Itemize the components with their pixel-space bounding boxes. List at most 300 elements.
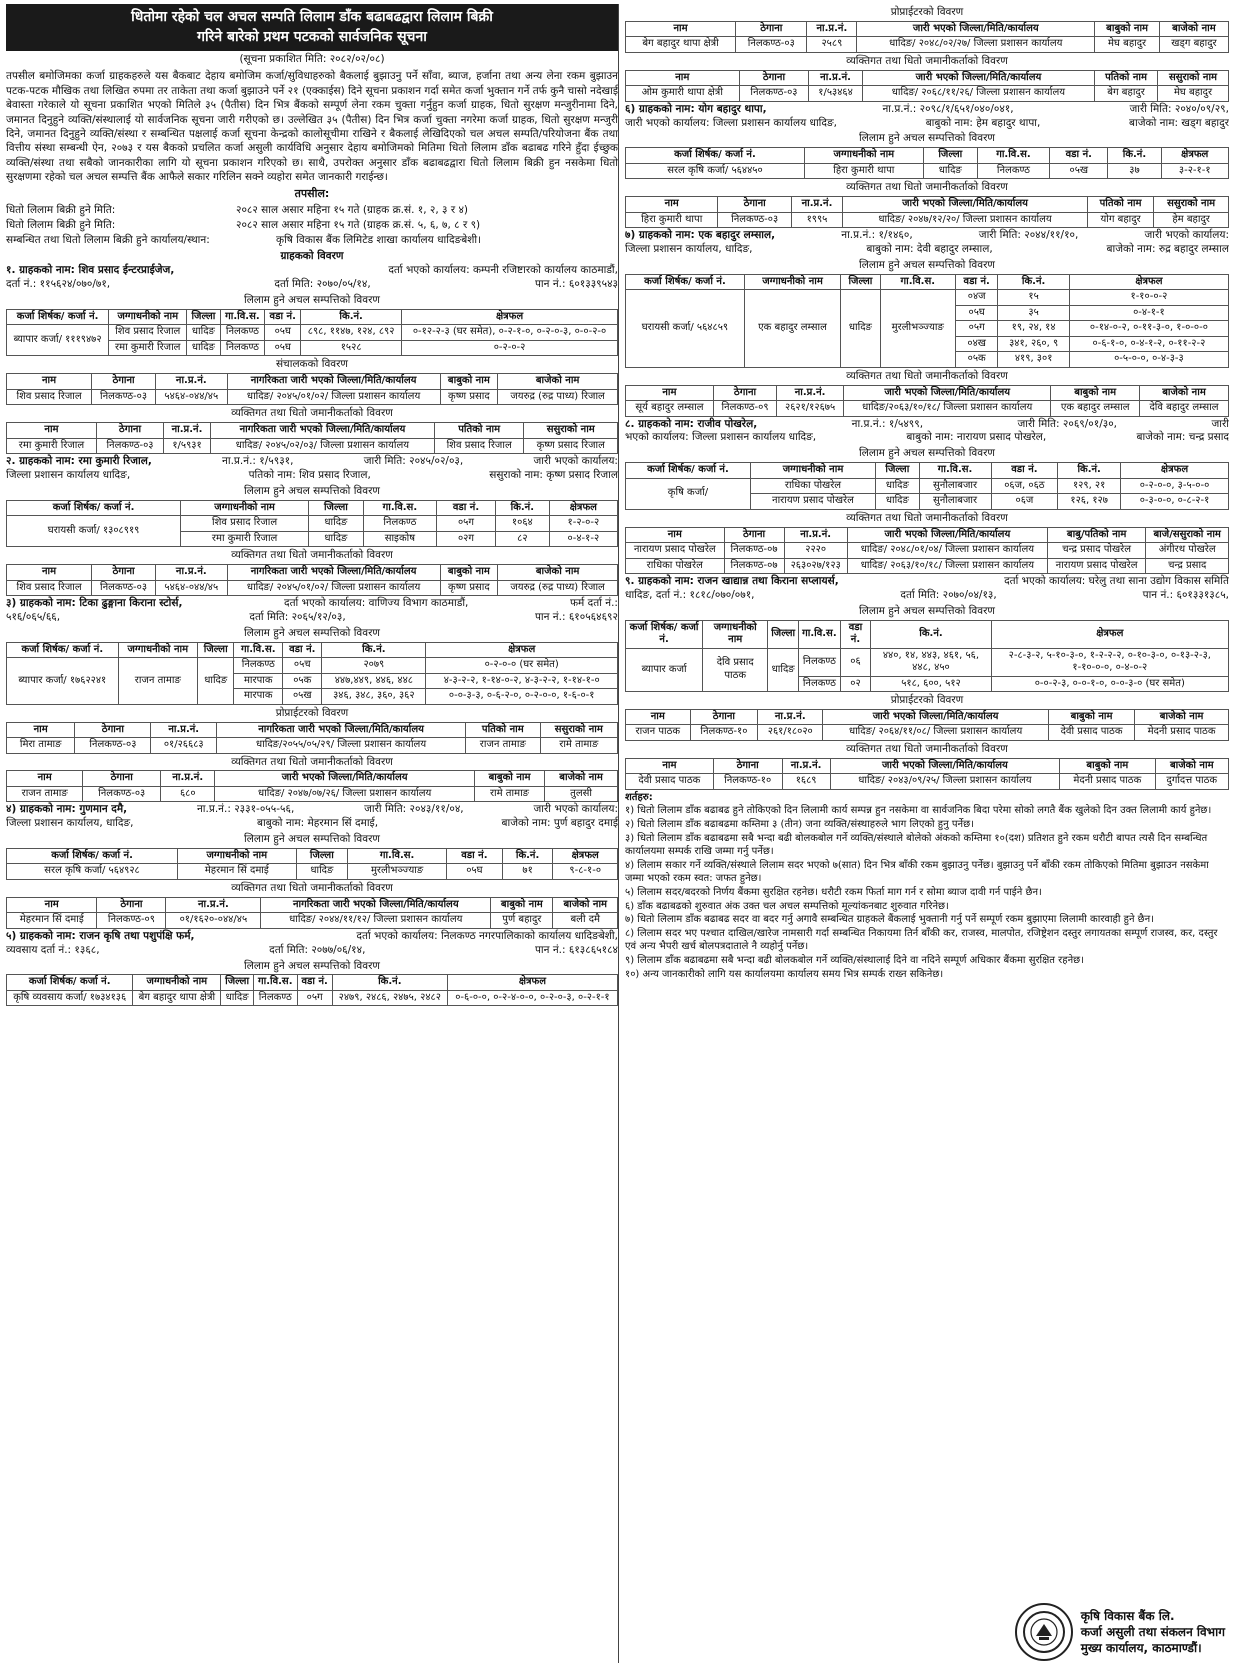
customer-9-regdate: दर्ता मिति: २०७०/०४/१३, [900, 588, 997, 601]
cell: ३५ [998, 305, 1069, 321]
customer-3 [6, 597, 618, 802]
cell: ०५ग [437, 516, 496, 532]
col-header: जारी भएको जिल्ला/मिति/कार्यालय [844, 385, 1051, 401]
cell: १-२-०-२ [549, 516, 617, 532]
customer-7-issue-date: जारी मिति: २०४४/११/१०, [978, 229, 1079, 242]
col-header: ना.प्र.नं. [782, 758, 830, 774]
col-header: जग्गाधनीको नाम [703, 620, 768, 648]
customer-8-office: भएको कार्यालय: जिल्ला प्रशासन कार्यालय धादिङ, [625, 431, 817, 444]
cell: ०२ [840, 676, 871, 692]
cell: धादिङ/ २०४७/०७/२६/ जिल्ला प्रशासन कार्यालय [215, 786, 474, 802]
col-header: जारी भएको जिल्ला/मिति/कार्यालय [823, 709, 1049, 725]
customer-6-issue-date: जारी मिति: २०४०/०९/२९, [1129, 102, 1229, 115]
col-header: कर्जा शिर्षक/ कर्जा नं. [7, 975, 133, 991]
cell: १२६, १२७ [1058, 494, 1121, 510]
customer-4-name: ४) ग्राहकको नाम: गुणमान दमै, [6, 803, 128, 816]
cell: ०६ज, ०६ठ [991, 478, 1058, 494]
col-header: पतिको नाम [434, 423, 524, 439]
col-header: क्षेत्रफल [1161, 148, 1229, 164]
table-row [626, 37, 1229, 53]
col-header: बाजेको नाम [545, 771, 618, 787]
col-header: नाम [626, 709, 691, 725]
cell: रमा कुमारी रिजाल [7, 438, 97, 454]
col-header: वडा नं. [840, 620, 871, 648]
customer-8-info2 [625, 431, 1229, 445]
cell: ०६ज [991, 494, 1058, 510]
col-header: गा.वि.स. [977, 148, 1049, 164]
customer-9-info2 [625, 589, 1229, 603]
cell: ६८० [161, 786, 215, 802]
customer-7-father: बाबुको नाम: देवी बहादुर लम्साल, [866, 243, 993, 256]
cell: घरायसी कर्जा/ १३०८९१९ [7, 516, 181, 547]
cell: निलकण्ठ [977, 163, 1049, 179]
proprietor-table [625, 709, 1229, 741]
customer-2-info2 [6, 469, 618, 483]
condition-item: ३) धितो लिलाम डाँक बढाबढमा सबै भन्दा बढी बोलकबोल गर्ने व्यक्ति/संस्थाले बोलेको अंकको कम्तिमा १०(दश) प्रतिशत हुने रकम धरौटी बापत त्यसै दिन सम्बन्धित कार्यालयमा सम्पर्क राखि जम्मा गर्नु पर्नेछ। [625, 832, 1208, 858]
col-header: वडा नं. [991, 463, 1058, 479]
col-header: जग्गाधनीको नाम [178, 848, 297, 864]
section-heading: व्यक्तिगत तथा धितो जमानीकर्ताको विवरण [231, 407, 393, 420]
col-header: जिल्ला [923, 148, 977, 164]
cell: निलकण्ठ [220, 325, 265, 341]
cell: ३७ [1108, 163, 1161, 179]
cell: मेघ बहादुर [1095, 37, 1160, 53]
col-header: कर्जा शिर्षक/ कर्जा नं. [7, 642, 119, 658]
cell: ०-२-०-० (घर समेत) [426, 658, 618, 674]
condition-item: ६) डाँक बढाबढको शुरुवात अंक उक्त चल अचल सम्पत्तिको मूल्यांकनबाट शुरुवात गरिनेछ। [625, 900, 949, 912]
customer-9-info [625, 575, 1229, 589]
customer-1-name: १. ग्राहकको नाम: शिव प्रसाद ईन्टरप्राईजेज, [6, 264, 175, 277]
customer-3-pan: पान नं.: ६१०५६४६९२ [534, 610, 618, 623]
section-heading: लिलाम हुने अचल सम्पत्तिको विवरण [859, 604, 995, 617]
cell: ७१ [502, 864, 553, 880]
customer-7-office: जिल्ला प्रशासन कार्यालय, धादिङ, [625, 243, 753, 256]
cell: निलकण्ठ-०९ [97, 913, 166, 929]
cell: १-१०-०-२ [1069, 290, 1228, 306]
cell: ८९८, ११४७, १२४, ८९२ [301, 325, 402, 341]
cell: चन्द्र प्रसाद [1146, 558, 1229, 574]
col-header: ना.प्र.नं. [155, 374, 227, 390]
col-header: गा.वि.स. [880, 274, 955, 290]
cell: निलकण्ठ-१० [690, 725, 758, 741]
col-header: बाबुको नाम [440, 374, 498, 390]
col-header: जिल्ला [876, 463, 920, 479]
cell: धादिङ [187, 340, 220, 356]
notice-title-line1: धितोमा रहेको चल अचल सम्पति लिलाम डाँक बढाबढद्वारा लिलाम बिक्री [131, 9, 493, 25]
col-header: जारी भएको जिल्ला/मिति/कार्यालय [862, 70, 1094, 86]
cell: निलकण्ठ-०७ [724, 543, 784, 559]
customer-1-info [6, 264, 618, 278]
col-header: कि.नं. [871, 620, 991, 648]
customer-4-office-label: जारी भएको कार्यालय: [533, 803, 618, 816]
customer-5 [6, 930, 618, 1007]
cell: १/५३४६४ [809, 86, 863, 102]
customer-3-firmreg-label: फर्म दर्ता नं.: [569, 597, 618, 610]
col-header: नाम [626, 197, 718, 213]
col-header: बाजेको नाम [553, 897, 618, 913]
auction-date-row [6, 218, 618, 233]
customer-9-office: दर्ता भएको कार्यालय: घरेलु तथा साना उद्योग विकास समिति [1004, 575, 1229, 588]
cell: रामे तामाङ [474, 786, 544, 802]
section-heading: व्यक्तिगत तथा धितो जमानीकर्ताको विवरण [231, 549, 393, 562]
customer-6-name: ६) ग्राहकको नाम: योग बहादुर थापा, [625, 102, 767, 115]
auction-place-value: कृषि विकास बैंक लिमिटेड शाखा कार्यालय धादिङबेशी। [276, 233, 482, 246]
cell: २५८९ [807, 37, 857, 53]
col-header: ठेगाना [718, 197, 791, 213]
property-table [6, 974, 618, 1006]
cell: बली दमै [553, 913, 618, 929]
col-header: ससुराको नाम [540, 722, 617, 738]
cell: ४-३-२-२, १-१४-०-२, ४-३-२-२, १-१४-१-० [426, 673, 618, 689]
table-row [626, 648, 1229, 676]
customer-8-office-label: जारी [1211, 417, 1229, 430]
cell: २४७९, २४८६, २४७५, २४८२ [332, 990, 447, 1006]
customer-7-grandfather: बाजेको नाम: रुद्र बहादुर लम्साल [1106, 243, 1229, 256]
col-header: बाजेको नाम [1159, 21, 1228, 37]
cell: मारपाक [234, 689, 283, 705]
cell: १६८९ [782, 774, 830, 790]
cell: ४४७,४४९, ४४६, ४४८ [322, 673, 426, 689]
cell: निलकण्ठ [363, 516, 436, 532]
col-header: ना.प्र.नं. [164, 423, 211, 439]
cell: निलकण्ठ [234, 658, 283, 674]
customer-2-fil: ससुराको नाम: कृष्ण प्रसाद रिजाल [489, 469, 618, 482]
col-header: जग्गाधनीको नाम [133, 975, 221, 991]
col-header: बाबुको नाम [1095, 21, 1160, 37]
cell: ०५च [283, 658, 322, 674]
cell: १९, २४, १४ [998, 321, 1069, 337]
cell: ०-२-०-२ [402, 340, 618, 356]
col-header: ना.प्र.नं. [784, 527, 847, 543]
cell: देवी प्रसाद पाठक [1048, 725, 1134, 741]
customer-9-pan: पान नं.: ६०१३३१३८५, [1142, 588, 1229, 601]
customer-8-issue-date: जारी मिति: २०६९/०१/३०, [1017, 417, 1118, 430]
customer-5-office: दर्ता भएको कार्यालय: निलकण्ठ नगरपालिकाको कार्यालय धादिङबेशी, [356, 929, 618, 942]
condition-item: ९) लिलाम डाँक बढाबढमा सबै भन्दा बढी बोलकबोल गर्ने व्यक्ति/संस्थालाई दिने वा नदिने सम्पूर्ण अधिकार बैंकमा सुरक्षित रहनेछ। [625, 954, 1084, 966]
col-header: कर्जा शिर्षक/ कर्जा नं. [626, 148, 805, 164]
intro-paragraph: तपसील बमोजिमका कर्जा ग्राहकहरुले यस बैकबाट देहाय बमोजिम कर्जा/सुविधाहरुको बैकलाई बुझाउनु पर्ने साँवा, ब्याज, हर्जाना तथा अन्य लेना रकम बुझाउन पटक-पटक मौखिक तथा लिखित रुपमा तर ताकेता तथा कर्जा बुझाउने पर्ने २१ (एक्काईस) दिने सूचना प्रकाशन गर्दा समेत कर्जा भुक्तान गर्ने तर्फ कुनै चासो नदेखाई बेवास्ता गरेकाले यो सूचना प्रकाशित भएको मितिले ३५ (पैतीस) दिन भित्र बैंकको सम्पूर्ण लेना रकम चुक्ता गर्नुहुन कर्जा ग्राहक, धितो सुरक्षण मन्जुरीनामा दिने, जमानत दिनुहुने व्यक्ति/संस्थालाई यो सार्वजनिक सूचना जारी गरीएको छ। उल्लेखित ३५ (पैतीस) दिन भित्र कर्जा चुक्ता नगरेमा कर्जा ग्राहक, धितो सुरक्षण मन्जुरी दिने, जमानत दिनुहुने व्यक्ति/संस्था र सम्बन्धित पक्षलाई कर्जा सूचना केन्द्रको कालोसूचीमा राखिने र बैकलाई लेखिदिएको चल अचल सम्पति/परियोजना बैंक तथा वित्तीय संस्था सम्बन्धी ऐन, २०७३ र यस बैकको प्रचलित कर्जा असुली कार्यविधि अनुसार देहाय बमोजिमको मितिमा धितो लिलाम डाँक बढाबढ गरिने हुँदा ईच्छुक व्यक्ति/संस्था तथा सबैको जानकारीका लागि यो सूचना प्रकाशन गरिएको छ। साथै, उपरोक्त अनुसार डाँक बढाबढद्वारा धितो लिलाम बिक्री हुन नसकेमा धितो सुरक्षणमा रहेको चल अचल सम्पत्ति बैंक आफैले सकार गरिलिन सक्ने व्यहोरा समेत जानकारी गराईन्छ। [6, 70, 618, 184]
auction-date-label: धितो लिलाम बिक्री हुने मिति: [6, 204, 116, 217]
customer-8-grandfather: बाजेको नाम: चन्द्र प्रसाद [1136, 431, 1229, 444]
cell: धादिङ [841, 290, 880, 368]
cell: धादिङ [768, 648, 799, 692]
conditions-title: शर्तहरु: [625, 791, 653, 803]
col-header: ठेगाना [97, 897, 166, 913]
cell: ०-०-२-३, ०-०-१-०, ०-०-३-० (घर समेत) [991, 676, 1228, 692]
cell: नारायण प्रसाद पोखरेल [626, 543, 725, 559]
signature-text [1081, 1608, 1225, 1657]
table-row [626, 558, 1229, 574]
customer-2-issue-date: जारी मिति: २०४५/०२/०३, [363, 455, 464, 468]
col-header: क्षेत्रफल [1069, 274, 1228, 290]
customer-3-info [6, 597, 618, 611]
col-header: नाम [626, 21, 736, 37]
cell: हिरा कुमारी थापा [626, 212, 718, 228]
cell: हेम बहादुर [1154, 212, 1229, 228]
customer-8-father: बाबुको नाम: नारायण प्रसाद पोखरेल, [906, 431, 1047, 444]
cell: ०१/१६२०-०४४/४५ [166, 913, 261, 929]
cell: एक बहादुर लम्साल [744, 290, 840, 368]
guarantor-table [625, 385, 1229, 417]
customer-1-info2 [6, 278, 618, 292]
section-heading: संचालकको विवरण [275, 358, 349, 371]
cell: ०५क [283, 673, 322, 689]
proprietor-table [6, 722, 618, 754]
col-header: नागरिकता जारी भएको जिल्ला/मिति/कार्यालय [227, 374, 440, 390]
left-column [6, 4, 618, 1663]
col-header: कि.नं. [502, 848, 553, 864]
cell: कृष्ण प्रसाद रिजाल [524, 438, 618, 454]
col-header: नाम [7, 565, 92, 581]
cell: १९९५ [791, 212, 842, 228]
table-row [7, 864, 618, 880]
auction-place-label: सम्बन्धित तथा धितो लिलाम बिक्री हुने कार्यालय/स्थान: [6, 233, 210, 246]
customer-2-office: जिल्ला प्रशासन कार्यालय धादिङ, [6, 469, 131, 482]
cell: धादिङ/ २०४८/०१/०४/ जिल्ला प्रशासन कार्यालय [847, 543, 1047, 559]
col-header: वडा नं. [297, 975, 332, 991]
col-header: ना.प्र.नं. [161, 771, 215, 787]
section-heading: लिलाम हुने अचल सम्पत्तिको विवरण [859, 132, 995, 145]
cell: कृष्ण प्रसाद [440, 580, 498, 596]
cell: ०४ख [955, 336, 997, 352]
cell: निलकण्ठ [799, 648, 841, 676]
cell: धादिङ/ २०४८/०२/२७/ जिल्ला प्रशासन कार्यालय [857, 37, 1095, 53]
section-heading: व्यक्तिगत तथा धितो जमानीकर्ताको विवरण [231, 755, 393, 768]
cell: धादिङ [876, 478, 920, 494]
cell: ०-१४-०-२, ०-११-३-०, १-०-०-० [1069, 321, 1228, 337]
col-header: बाजेको नाम [498, 374, 618, 390]
cell: ०२ग [437, 531, 496, 547]
col-header: कि.नं. [998, 274, 1069, 290]
col-header: ना.प्र.नं. [155, 565, 227, 581]
cell: १२९, २१ [1058, 478, 1121, 494]
col-header: गा.वि.स. [919, 463, 991, 479]
cell: जयरुद्र (रुद्र पाध्य) रिजाल [498, 580, 618, 596]
condition-item: १) धितो लिलाम डाँक बढाबढ हुने तोकिएको दिन लिलामी कार्य सम्पन्न हुन नसकेमा वा सार्वजनिक बिदा परेमा सोको लगतै बैंक खुलेको दिन उक्त लिलामी कार्य हुनेछ। [625, 805, 1212, 817]
col-header: कर्जा शिर्षक/ कर्जा नं. [7, 500, 181, 516]
col-header: कि.नं. [322, 642, 426, 658]
col-header: नाम [7, 771, 83, 787]
cell: ०६ [840, 648, 871, 676]
col-header: गा.वि.स. [348, 848, 447, 864]
cell: ९-८-१-० [553, 864, 618, 880]
col-header: पतिको नाम [1095, 70, 1158, 86]
col-header: बाजेको नाम [1140, 385, 1229, 401]
customer-3-office: दर्ता भएको कार्यालय: वाणिज्य विभाग काठमाडौं, [284, 597, 469, 610]
col-header: कर्जा शिर्षक/ कर्जा नं. [626, 274, 745, 290]
property-table [6, 642, 618, 705]
customer-3-info2 [6, 611, 618, 625]
cell: धादिङ/ २०४५/०१/०२/ जिल्ला प्रशासन कार्यालय [227, 389, 440, 405]
table-row [7, 990, 618, 1006]
cell: ०५घ [955, 305, 997, 321]
customer-4-grandfather: बाजेको नाम: पुर्ण बहादुर दमाई [501, 817, 618, 830]
cell: धादिङ [221, 990, 254, 1006]
publish-date: (सूचना प्रकाशित मिति: २०८२/०२/०८) [239, 53, 385, 66]
table-row [626, 212, 1229, 228]
cell: धादिङ/ २०४४/११/१२/ जिल्ला प्रशासन कार्यालय [261, 913, 491, 929]
col-header: कि.नं. [495, 500, 549, 516]
auction-dates [6, 203, 618, 247]
cell: ०-६-१-०, ०-४-१-२, ०-११-२-२ [1069, 336, 1228, 352]
customer-6-grandfather: बाजेको नाम: खड्ग बहादुर [1129, 116, 1229, 129]
col-header: जिल्ला [768, 620, 799, 648]
section-heading: लिलाम हुने अचल सम्पत्तिको विवरण [244, 484, 380, 497]
customer-8 [625, 418, 1229, 574]
customer-1 [6, 264, 618, 454]
cell: १५ [998, 290, 1069, 306]
auction-date-label: धितो लिलाम बिक्री हुने मिति: [6, 219, 116, 232]
cell: १/५९३१ [164, 438, 211, 454]
cell: २२२० [784, 543, 847, 559]
col-header: कर्जा शिर्षक/ कर्जा नं. [626, 620, 703, 648]
cell: सूर्य बहादुर लम्साल [626, 401, 714, 417]
col-header: गा.वि.स. [220, 309, 265, 325]
section-heading: लिलाम हुने अचल सम्पत्तिको विवरण [859, 258, 995, 271]
cell: बेग बहादुर थापा क्षेत्री [626, 37, 736, 53]
right-column [618, 4, 1229, 1663]
condition-item: २) धितो लिलाम डाँक बढाबढमा कम्तिमा ३ (तीन) जना व्यक्ति/संस्थाहरुले भाग लिएको हुनु पर्नेछ। [625, 819, 974, 831]
cell: धादिङ/ २०६४/११/०८/ जिल्ला प्रशासन कार्यालय [823, 725, 1049, 741]
col-header: ठेगाना [739, 70, 809, 86]
cell: निलकण्ठ-०९ [713, 401, 776, 417]
cell: निलकण्ठ [253, 990, 297, 1006]
cell: ०५ख [1050, 163, 1108, 179]
cell: रामे तामाङ [540, 738, 617, 754]
col-header: ससुराको नाम [1158, 70, 1229, 86]
auction-date-value: २०८२ साल असार महिना १५ गते (ग्राहक क्र.सं. १, २, ३ र ४) [236, 204, 469, 217]
col-header: जग्गाधनीको नाम [109, 309, 187, 325]
cell: कृषि कर्जा/ [626, 478, 751, 509]
auction-date-row [6, 203, 618, 218]
cell: ०-२-०-०, ३-५-०-० [1121, 478, 1229, 494]
customer-5-regno: व्यवसाय दर्ता नं.: १३६८, [6, 943, 100, 956]
cell: ब्यापार कर्जा [626, 648, 703, 692]
col-header: नाम [626, 70, 740, 86]
col-header: बाबु/पतिको नाम [1047, 527, 1146, 543]
col-header: नागरिकता जारी भएको जिल्ला/मिति/कार्यालय [261, 897, 491, 913]
cell: ०-५-०-०, ०-४-३-३ [1069, 352, 1228, 368]
col-header: पतिको नाम [1087, 197, 1153, 213]
section-heading: व्यक्तिगत तथा धितो जमानीकर्ताको विवरण [846, 181, 1008, 194]
section-heading: लिलाम हुने अचल सम्पत्तिको विवरण [244, 626, 380, 639]
col-header: बाबुको नाम [440, 565, 498, 581]
customer-5-pan: पान नं.: ६१३८६५१८४ [534, 943, 618, 956]
cell: निलकण्ठ-०३ [83, 786, 161, 802]
col-header: बाबुको नाम [491, 897, 553, 913]
cell: राजन पाठक [626, 725, 691, 741]
cell: चन्द्र प्रसाद पोखरेल [1047, 543, 1146, 559]
cell: निलकण्ठ [799, 676, 841, 692]
col-header: नाम [7, 722, 75, 738]
cell: कृष्ण प्रसाद [440, 389, 498, 405]
guarantor-table [6, 897, 618, 929]
property-table [625, 274, 1229, 368]
col-header: नाम [626, 527, 725, 543]
cell: ५४६४-०४४/४५ [155, 580, 227, 596]
col-header: जग्गाधनीको नाम [750, 463, 875, 479]
cell: ०५ग [297, 990, 332, 1006]
table-row [626, 290, 1229, 306]
col-header: ठेगाना [690, 709, 758, 725]
table-row [7, 389, 618, 405]
col-header: नाम [626, 758, 714, 774]
cell: ०५घ [265, 325, 301, 341]
col-header: बाजेको नाम [1135, 709, 1229, 725]
col-header: नागरिकता जारी भएको जिल्ला/मिति/कार्यालय [210, 423, 434, 439]
customer-7 [625, 229, 1229, 416]
customer-8-info [625, 418, 1229, 432]
col-header: बाजे/ससुराको नाम [1146, 527, 1229, 543]
cell: निलकण्ठ-०३ [736, 37, 807, 53]
cell: ०४ज [955, 290, 997, 306]
customer-2-office-label: जारी भएको कार्यालय: [533, 455, 618, 468]
customer-7-office-label: जारी भएको कार्यालय: [1144, 229, 1229, 242]
col-header: नागरिकता जारी भएको जिल्ला/मिति/कार्यालय [227, 565, 440, 581]
table-row [7, 580, 618, 596]
cell: ०-३-०-०, ०-८-२-१ [1121, 494, 1229, 510]
section-heading: व्यक्तिगत तथा धितो जमानीकर्ताको विवरण [846, 511, 1008, 524]
table-row [7, 786, 618, 802]
col-header: जग्गाधनीको नाम [181, 500, 309, 516]
col-header: जग्गाधनीको नाम [804, 148, 923, 164]
customer-2-info [6, 455, 618, 469]
col-header: कि.नं. [1108, 148, 1161, 164]
guarantor-table [6, 422, 618, 454]
col-header: क्षेत्रफल [402, 309, 618, 325]
cell: ५१८, ६००, ५१२ [871, 676, 991, 692]
cell: २६१/१८०२० [758, 725, 823, 741]
col-header: जग्गाधनीको नाम [744, 274, 840, 290]
section-heading: व्यक्तिगत तथा धितो जमानीकर्ताको विवरण [846, 369, 1008, 382]
cell: १०६४ [495, 516, 549, 532]
conditions-list [625, 791, 1229, 981]
cell: ४१९, ३०१ [998, 352, 1069, 368]
table-row [626, 543, 1229, 559]
col-header: नाम [7, 423, 97, 439]
customer-1-regdate: दर्ता मिति: २०७०/०५/१४, [274, 278, 371, 291]
cell: अंगीरथ पोखरेल [1146, 543, 1229, 559]
bank-seal-graphic [1022, 1610, 1066, 1654]
customer-5-regdate: दर्ता मिति: २०७७/०६/१४, [269, 943, 366, 956]
cell: २६३०२७/१२३ [784, 558, 847, 574]
col-header: ठेगाना [92, 565, 156, 581]
cell: सरल कृषि कर्जा/ ५६४४५० [626, 163, 805, 179]
customer-9-name: ९. ग्राहकको नाम: राजन खाद्यान्न तथा किराना सप्लायर्स, [625, 575, 839, 588]
cell: कृषि व्यवसाय कर्जा/ १७३४१३६ [7, 990, 133, 1006]
cell: धादिङ/२०६३/१०/१८/ जिल्ला प्रशासन कार्यालय [844, 401, 1051, 417]
table-row [7, 738, 618, 754]
cell: मेघ बहादुर [1158, 86, 1229, 102]
col-header: कर्जा शिर्षक/ कर्जा नं. [7, 309, 109, 325]
customer-7-citizenship: ना.प्र.नं.: १/१४६०, [841, 229, 913, 242]
cell: शिव प्रसाद रिजाल [7, 389, 92, 405]
col-header: जारी भएको जिल्ला/मिति/कार्यालय [215, 771, 474, 787]
col-header: जारी भएको जिल्ला/मिति/कार्यालय [830, 758, 1060, 774]
cell: मुरलीभञ्ज्याङ [880, 290, 955, 368]
cell: राधिका पोखरेल [626, 558, 725, 574]
table-row [626, 478, 1229, 494]
cell: धादिङ [876, 494, 920, 510]
cell: ब्यापार कर्जा/ १७६२२४१ [7, 658, 119, 705]
customer-5-info [6, 930, 618, 944]
guarantor-table [625, 758, 1229, 790]
cell: ओम कुमारी थापा क्षेत्री [626, 86, 740, 102]
proprietor-table [625, 21, 1229, 53]
table-row [7, 438, 618, 454]
col-header: जिल्ला [198, 642, 234, 658]
table-row [7, 658, 618, 674]
